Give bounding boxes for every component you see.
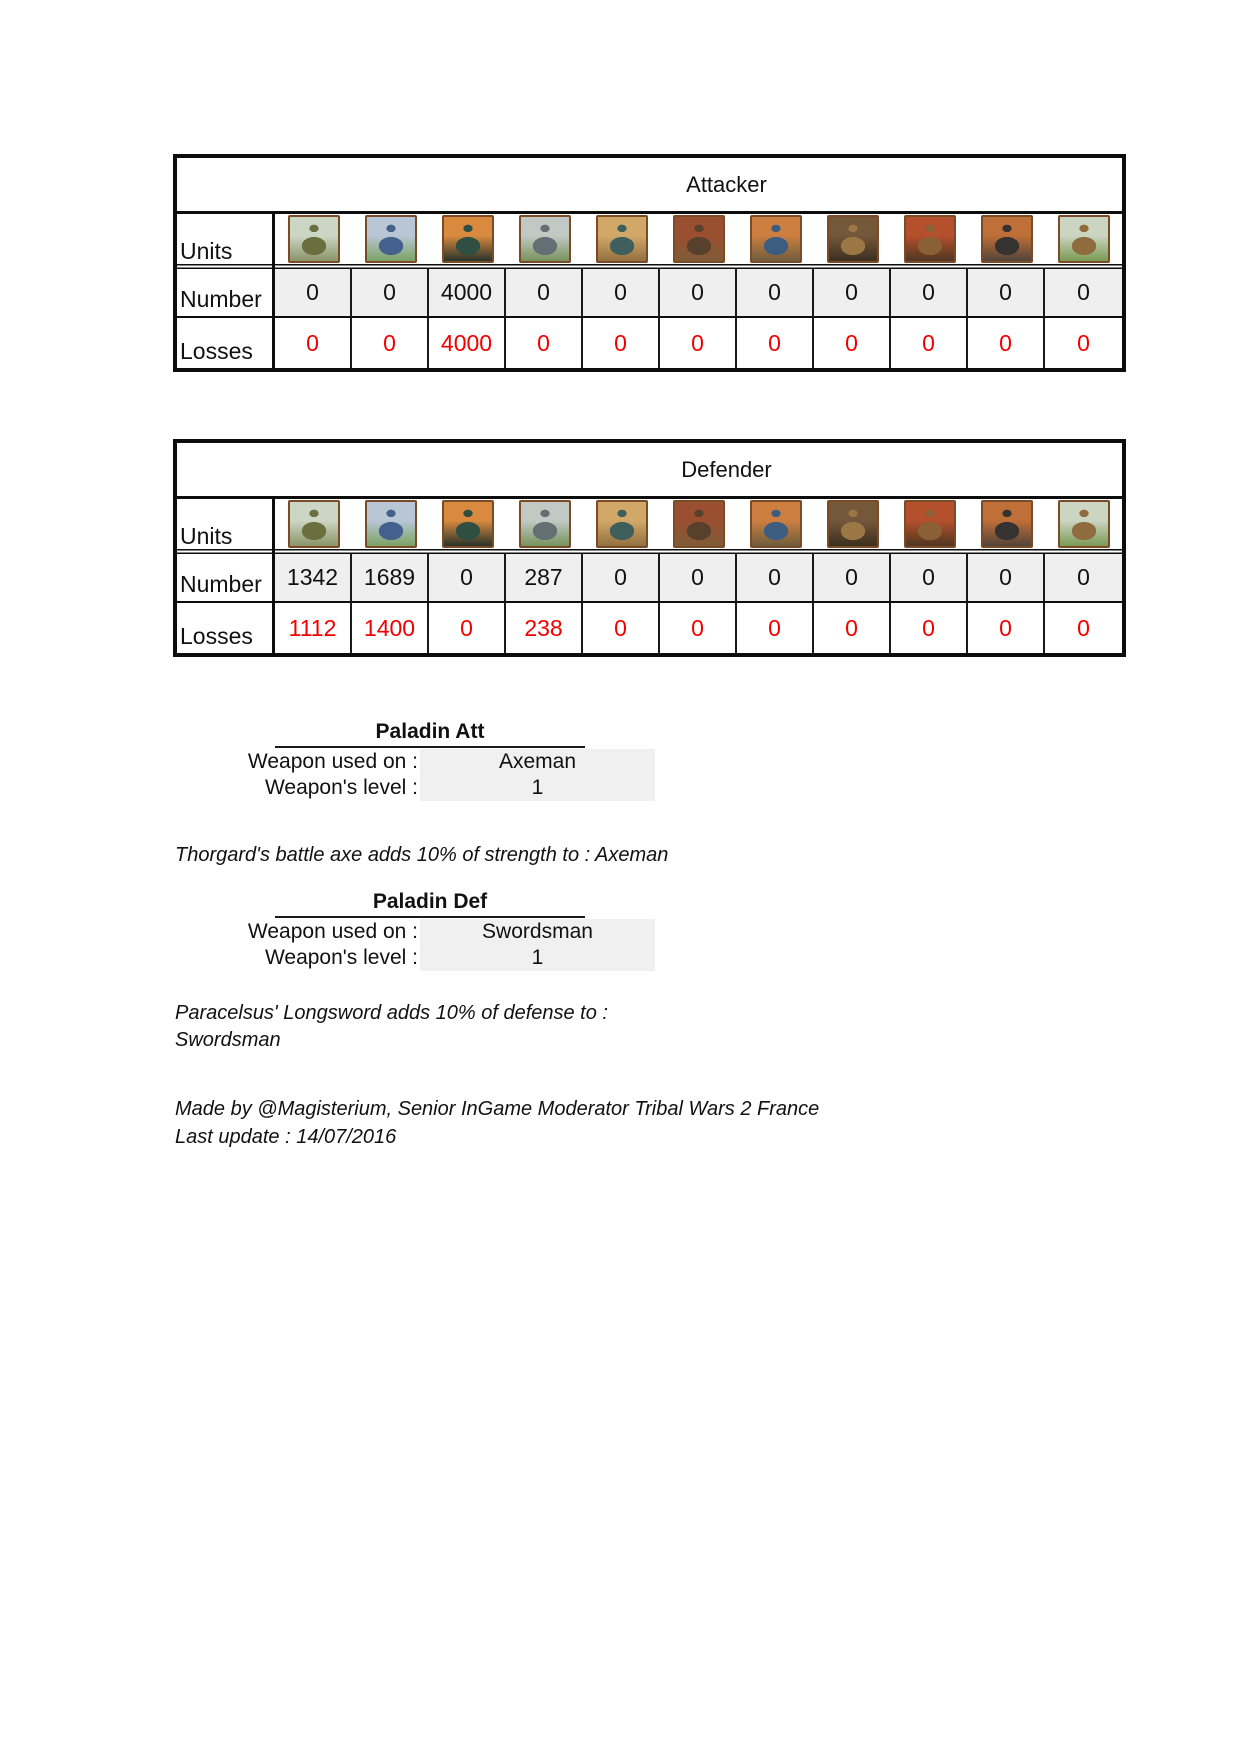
losses-cell-mounted-archer: 0 [660, 603, 737, 653]
unit-icon-archer [519, 500, 571, 548]
attacker-table [173, 154, 1126, 372]
losses-cell-axeman: 4000 [429, 318, 506, 368]
paladin-def-rule [275, 916, 585, 918]
number-cell-archer: 287 [506, 553, 583, 603]
unit-icon-light-cavalry [596, 500, 648, 548]
number-cell-archer: 0 [506, 268, 583, 318]
unit-cell [1045, 214, 1122, 268]
unit-icon-heavy-cavalry [750, 500, 802, 548]
unit-cell [891, 499, 968, 553]
losses-cell-light-cavalry: 0 [583, 318, 660, 368]
unit-cell [506, 499, 583, 553]
paladin-att-note: Thorgard's battle axe adds 10% of strength to : Axeman [175, 844, 669, 866]
losses-cell-berserker: 0 [968, 603, 1045, 653]
unit-icon-axeman [442, 215, 494, 263]
losses-cell-swordsman: 0 [352, 318, 429, 368]
losses-cell-catapult: 0 [891, 318, 968, 368]
unit-cell [275, 499, 352, 553]
unit-cell [583, 499, 660, 553]
unit-icon-spearman [288, 500, 340, 548]
weapon-level-label: Weapon's level : [264, 776, 418, 799]
number-cell-spearman: 0 [275, 268, 352, 318]
unit-cell [968, 499, 1045, 553]
unit-icon-trebuchet [1058, 215, 1110, 263]
unit-cell [429, 214, 506, 268]
number-cell-ram: 0 [814, 268, 891, 318]
row-label-number: Number [177, 553, 275, 603]
paladin-att-values-box [420, 749, 655, 801]
row-label-units: Units [177, 214, 275, 268]
unit-cell [814, 499, 891, 553]
weapon-level-label: Weapon's level : [264, 946, 418, 969]
losses-cell-archer: 0 [506, 318, 583, 368]
unit-cell [737, 214, 814, 268]
unit-icon-heavy-cavalry [750, 215, 802, 263]
number-cell-spearman: 1342 [275, 553, 352, 603]
losses-cell-axeman: 0 [429, 603, 506, 653]
losses-cell-trebuchet: 0 [1045, 318, 1122, 368]
unit-cell [660, 499, 737, 553]
unit-icon-swordsman [365, 500, 417, 548]
unit-cell [660, 214, 737, 268]
number-cell-light-cavalry: 0 [583, 553, 660, 603]
unit-cell [352, 214, 429, 268]
unit-icon-mounted-archer [673, 215, 725, 263]
unit-icon-spearman [288, 215, 340, 263]
losses-cell-ram: 0 [814, 603, 891, 653]
defender-table-title: Defender [177, 443, 1122, 499]
paladin-def-note-line2: Swordsman [175, 1029, 281, 1051]
paladin-def-values-box [420, 919, 655, 971]
unit-cell [968, 214, 1045, 268]
unit-icon-swordsman [365, 215, 417, 263]
row-label-losses: Losses [177, 603, 275, 653]
number-cell-swordsman: 1689 [352, 553, 429, 603]
number-cell-catapult: 0 [891, 553, 968, 603]
unit-icon-archer [519, 215, 571, 263]
weapon-used-label: Weapon used on : [247, 750, 418, 773]
losses-cell-catapult: 0 [891, 603, 968, 653]
paladin-def-title: Paladin Def [372, 890, 488, 913]
unit-icon-berserker [981, 500, 1033, 548]
number-cell-trebuchet: 0 [1045, 553, 1122, 603]
losses-cell-heavy-cavalry: 0 [737, 318, 814, 368]
unit-cell [891, 214, 968, 268]
unit-cell [429, 499, 506, 553]
unit-icon-catapult [904, 215, 956, 263]
row-label-units: Units [177, 499, 275, 553]
number-cell-berserker: 0 [968, 268, 1045, 318]
unit-cell [352, 499, 429, 553]
unit-icon-ram [827, 500, 879, 548]
unit-icon-axeman [442, 500, 494, 548]
weapon-used-value: Axeman [498, 750, 577, 773]
number-cell-axeman: 0 [429, 553, 506, 603]
unit-cell [506, 214, 583, 268]
unit-icon-catapult [904, 500, 956, 548]
paladin-def-note-line1: Paracelsus' Longsword adds 10% of defense to : [175, 1002, 608, 1024]
losses-cell-berserker: 0 [968, 318, 1045, 368]
losses-cell-spearman: 0 [275, 318, 352, 368]
unit-icon-mounted-archer [673, 500, 725, 548]
unit-cell [583, 214, 660, 268]
weapon-used-label: Weapon used on : [247, 920, 418, 943]
defender-table [173, 439, 1126, 657]
unit-icon-trebuchet [1058, 500, 1110, 548]
losses-cell-spearman: 1112 [275, 603, 352, 653]
number-cell-axeman: 4000 [429, 268, 506, 318]
weapon-level-value: 1 [531, 946, 544, 969]
unit-cell [814, 214, 891, 268]
number-cell-heavy-cavalry: 0 [737, 268, 814, 318]
losses-cell-swordsman: 1400 [352, 603, 429, 653]
weapon-level-value: 1 [531, 776, 544, 799]
losses-cell-ram: 0 [814, 318, 891, 368]
number-cell-ram: 0 [814, 553, 891, 603]
number-cell-berserker: 0 [968, 553, 1045, 603]
unit-icon-berserker [981, 215, 1033, 263]
unit-cell [1045, 499, 1122, 553]
number-cell-mounted-archer: 0 [660, 268, 737, 318]
number-cell-light-cavalry: 0 [583, 268, 660, 318]
losses-cell-archer: 238 [506, 603, 583, 653]
losses-cell-trebuchet: 0 [1045, 603, 1122, 653]
unit-icon-ram [827, 215, 879, 263]
paladin-att-title: Paladin Att [375, 720, 485, 743]
number-cell-swordsman: 0 [352, 268, 429, 318]
unit-cell [737, 499, 814, 553]
row-label-losses: Losses [177, 318, 275, 368]
weapon-used-value: Swordsman [482, 920, 593, 943]
losses-cell-light-cavalry: 0 [583, 603, 660, 653]
unit-icon-light-cavalry [596, 215, 648, 263]
number-cell-catapult: 0 [891, 268, 968, 318]
unit-cell [275, 214, 352, 268]
number-cell-mounted-archer: 0 [660, 553, 737, 603]
losses-cell-heavy-cavalry: 0 [737, 603, 814, 653]
number-cell-trebuchet: 0 [1045, 268, 1122, 318]
losses-cell-mounted-archer: 0 [660, 318, 737, 368]
credits-line: Made by @Magisterium, Senior InGame Moderator Tribal Wars 2 France [175, 1098, 820, 1120]
attacker-table-title: Attacker [177, 158, 1122, 214]
paladin-att-rule [275, 746, 585, 748]
number-cell-heavy-cavalry: 0 [737, 553, 814, 603]
last-update-line: Last update : 14/07/2016 [175, 1126, 397, 1148]
row-label-number: Number [177, 268, 275, 318]
